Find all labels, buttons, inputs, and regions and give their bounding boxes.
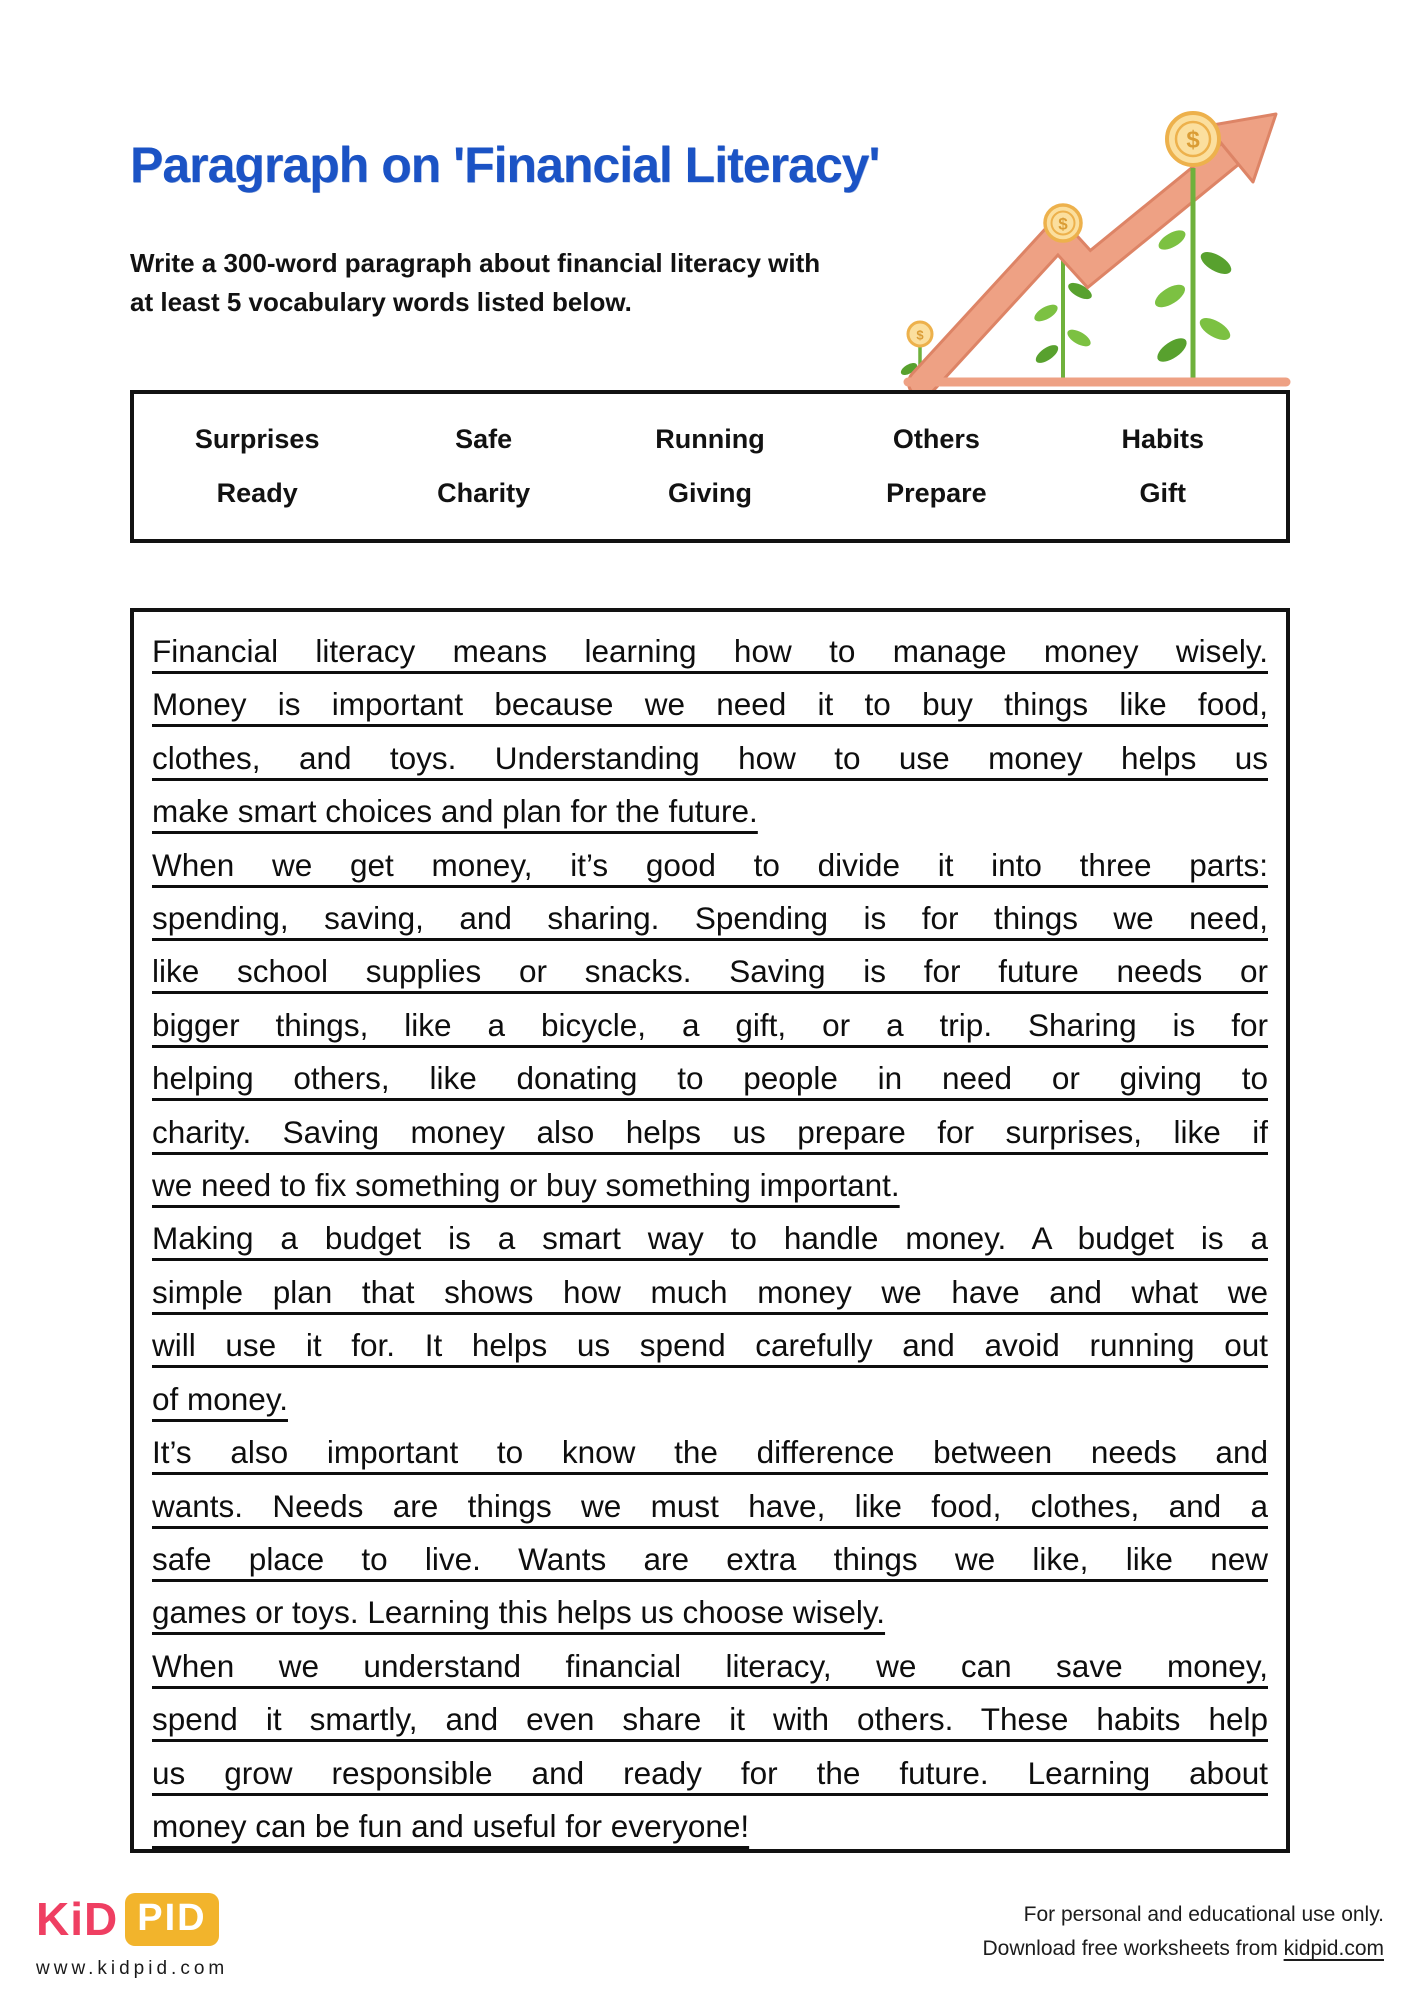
essay-line: Financial literacy means learning how to manage money wisely. <box>152 633 1268 669</box>
essay-line: games or toys. Learning this helps us choose wisely. <box>152 1594 886 1631</box>
vocab-word: Running <box>655 424 765 455</box>
vocab-word: Gift <box>1139 477 1187 508</box>
page-title: Paragraph on 'Financial Literacy' <box>130 137 880 193</box>
essay-line: When we understand financial literacy, we can save money, <box>152 1647 1268 1684</box>
vocab-word: Charity <box>437 477 531 508</box>
essay-line: Money is important because we need it to buy things like food, <box>152 686 1268 723</box>
essay-line: When we get money, it’s good to divide it into three parts: <box>152 846 1268 883</box>
coin-small-icon <box>908 322 932 346</box>
essay-line: safe place to live. Wants are extra things we like, like new <box>152 1540 1268 1577</box>
coin-large-icon <box>1167 113 1219 165</box>
essay-line: like school supplies or snacks. Saving is for future needs or <box>152 953 1268 990</box>
essay-line: spend it smartly, and even share it with others. These habits help <box>152 1701 1268 1738</box>
kidpid-link[interactable]: kidpid.com <box>1283 1937 1384 1960</box>
svg-text:$: $ <box>1058 214 1068 234</box>
vocab-word: Surprises <box>194 424 320 455</box>
logo-pid-badge: PID <box>125 1893 218 1946</box>
svg-text:$: $ <box>1186 126 1200 154</box>
essay-line: money can be fun and useful for everyone! <box>152 1807 750 1844</box>
vocab-word: Prepare <box>886 477 987 508</box>
footer-note <box>982 1898 1384 1966</box>
download-note-prefix: Download free worksheets from <box>982 1937 1284 1960</box>
vocabulary-box <box>130 390 1290 543</box>
growth-arrow-money-plants-illustration <box>900 92 1295 391</box>
essay-line: spending, saving, and sharing. Spending is for things we need, <box>152 900 1268 937</box>
essay-line: Making a budget is a smart way to handle money. A budget is a <box>152 1220 1268 1257</box>
svg-text:$: $ <box>916 327 924 343</box>
vocab-word: Others <box>892 424 980 455</box>
essay-line: bigger things, like a bicycle, a gift, or a trip. Sharing is for <box>152 1006 1268 1043</box>
essay-line: will use it for. It helps us spend carefully and avoid running out <box>152 1327 1268 1364</box>
vocab-word: Safe <box>455 424 513 455</box>
kidpid-logo <box>36 1892 219 1946</box>
growth-arrow-icon <box>922 114 1276 383</box>
vocab-word: Habits <box>1121 424 1205 455</box>
instructions-line-1: Write a 300-word paragraph about financial literacy with <box>130 248 821 278</box>
essay-line: wants. Needs are things we must have, like food, clothes, and a <box>152 1487 1268 1524</box>
instructions <box>130 244 850 322</box>
logo-kid-text: KiD <box>36 1893 119 1945</box>
essay-line: we need to fix something or buy something important. <box>152 1167 900 1204</box>
vocab-word: Ready <box>216 477 298 508</box>
essay-line: simple plan that shows how much money we have and what we <box>152 1273 1268 1310</box>
essay-line: make smart choices and plan for the future. <box>152 793 758 830</box>
essay-line: It’s also important to know the difference between needs and <box>152 1434 1268 1471</box>
download-note <box>982 1932 1384 1966</box>
essay-line: clothes, and toys. Understanding how to use money helps us <box>152 739 1268 776</box>
essay-box <box>130 608 1290 1853</box>
essay-line: of money. <box>152 1380 288 1417</box>
coin-medium-icon <box>1045 205 1081 241</box>
essay-line: charity. Saving money also helps us prepare for surprises, like if <box>152 1113 1268 1150</box>
essay-line: helping others, like donating to people in need or giving to <box>152 1060 1268 1097</box>
website-url-link[interactable]: www.kidpid.com <box>36 1958 229 1979</box>
instructions-line-2: at least 5 vocabulary words listed below. <box>130 287 632 317</box>
usage-note: For personal and educational use only. <box>1023 1903 1384 1926</box>
vocab-word: Giving <box>667 477 752 508</box>
essay-line: us grow responsible and ready for the future. Learning about <box>152 1754 1268 1791</box>
